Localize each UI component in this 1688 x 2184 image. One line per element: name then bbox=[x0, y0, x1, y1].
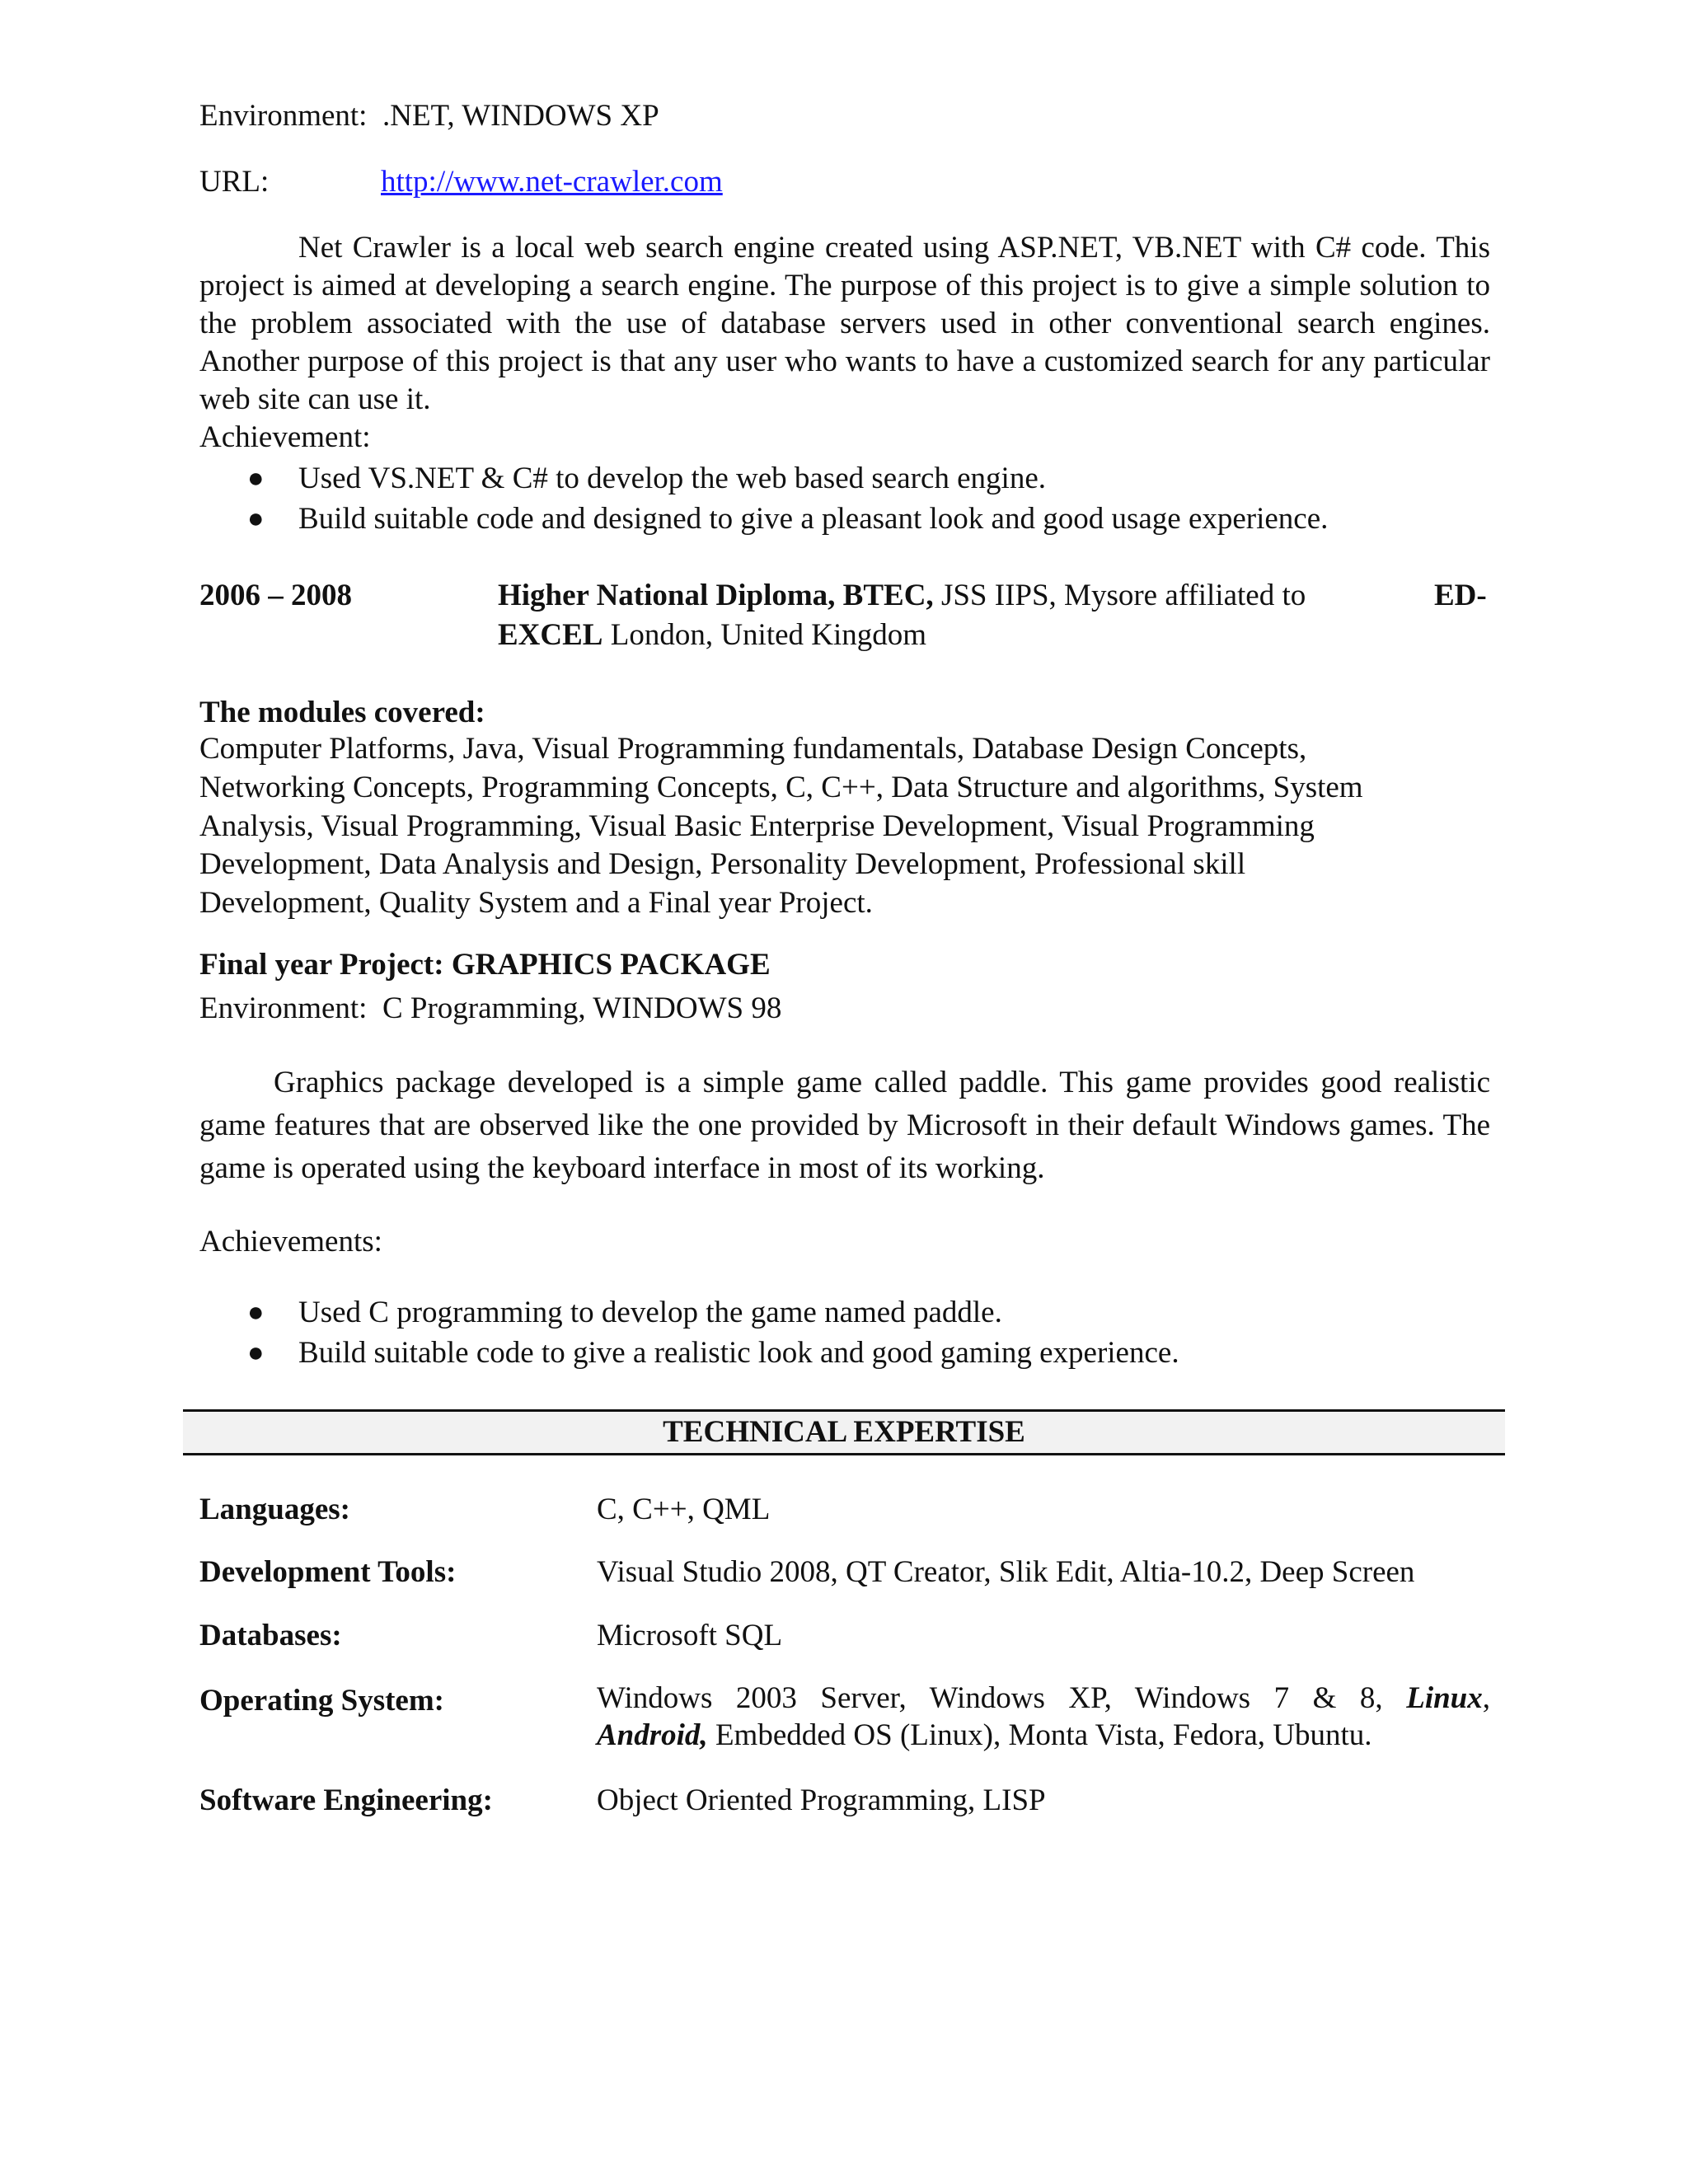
project1-achievements-list bbox=[199, 460, 1328, 541]
final-project-description: Graphics package developed is a simple game called paddle. This game provides good realistic game features that are observed like the one provided by Microsoft in their default Windows games. The game is operated using the keyboard interface in most of its working. bbox=[199, 1066, 1490, 1185]
skill-value-os-line1: Windows 2003 Server, Windows XP, Windows 7 & 8, Linux, bbox=[597, 1681, 1491, 1715]
bullet-icon: ● bbox=[247, 1297, 265, 1328]
environment-value: .NET, WINDOWS XP bbox=[382, 99, 659, 133]
modules-line: Development, Quality System and a Final year Project. bbox=[199, 886, 873, 920]
skill-label: Databases: bbox=[199, 1619, 342, 1652]
modules-line: Development, Data Analysis and Design, Personality Development, Professional skill bbox=[199, 847, 1246, 881]
education-degree-line2: EXCEL London, United Kingdom bbox=[498, 618, 927, 652]
project1-environment bbox=[199, 99, 659, 134]
skill-label: Operating System: bbox=[199, 1684, 444, 1718]
technical-expertise-heading: TECHNICAL EXPERTISE bbox=[183, 1409, 1505, 1455]
project1-url-label: URL: bbox=[199, 165, 270, 199]
modules-heading: The modules covered: bbox=[199, 696, 485, 729]
skill-value: Microsoft SQL bbox=[597, 1619, 783, 1652]
bullet-icon: ● bbox=[247, 1338, 265, 1368]
education-years: 2006 – 2008 bbox=[199, 579, 352, 612]
skill-value: C, C++, QML bbox=[597, 1493, 771, 1526]
project1-url-link[interactable]: http://www.net-crawler.com bbox=[381, 165, 723, 199]
modules-line: Analysis, Visual Programming, Visual Basic Enterprise Development, Visual Programming bbox=[199, 809, 1315, 843]
list-item: ● Build suitable code and designed to give a pleasant look and good usage experience. bbox=[199, 500, 1328, 541]
modules-line: Computer Platforms, Java, Visual Programming fundamentals, Database Design Concepts, bbox=[199, 732, 1307, 766]
environment-label: Environment: bbox=[199, 99, 368, 133]
list-item: ● Used C programming to develop the game named paddle. bbox=[199, 1294, 1179, 1334]
skill-value: Object Oriented Programming, LISP bbox=[597, 1783, 1046, 1817]
skill-label: Software Engineering: bbox=[199, 1783, 493, 1817]
final-project-achievements-list bbox=[199, 1294, 1179, 1375]
education-org-part1: ED- bbox=[1434, 579, 1487, 612]
list-item: ● Build suitable code to give a realistic look and good gaming experience. bbox=[199, 1334, 1179, 1375]
final-project-achievements-label: Achievements: bbox=[199, 1225, 382, 1258]
final-project-environment: Environment: C Programming, WINDOWS 98 bbox=[199, 991, 782, 1025]
project1-achievement-label: Achievement: bbox=[199, 420, 371, 454]
education-degree-line1: Higher National Diploma, BTEC, JSS IIPS, Mysore affiliated to bbox=[498, 579, 1306, 612]
list-item: ● Used VS.NET & C# to develop the web based search engine. bbox=[199, 460, 1328, 500]
modules-line: Networking Concepts, Programming Concepts, C, C++, Data Structure and algorithms, System bbox=[199, 771, 1363, 804]
skill-label: Languages: bbox=[199, 1493, 350, 1526]
bullet-icon: ● bbox=[247, 504, 265, 534]
bullet-icon: ● bbox=[247, 463, 265, 494]
skill-label: Development Tools: bbox=[199, 1555, 457, 1589]
final-project-title: Final year Project: GRAPHICS PACKAGE bbox=[199, 948, 771, 982]
skill-value-os-line2: Android, Embedded OS (Linux), Monta Vista, Fedora, Ubuntu. bbox=[597, 1718, 1372, 1752]
skill-value: Visual Studio 2008, QT Creator, Slik Edit, Altia-10.2, Deep Screen bbox=[597, 1555, 1415, 1589]
project1-description: Net Crawler is a local web search engine created using ASP.NET, VB.NET with C# code. This project is aimed at developing a search engine. The purpose of this project is to give a simple solution to the problem associated with the use of database servers used in other conventional search engines. Another purpose of this project is that any user who wants to have a customized search for any particular web site can use it. bbox=[199, 231, 1490, 416]
